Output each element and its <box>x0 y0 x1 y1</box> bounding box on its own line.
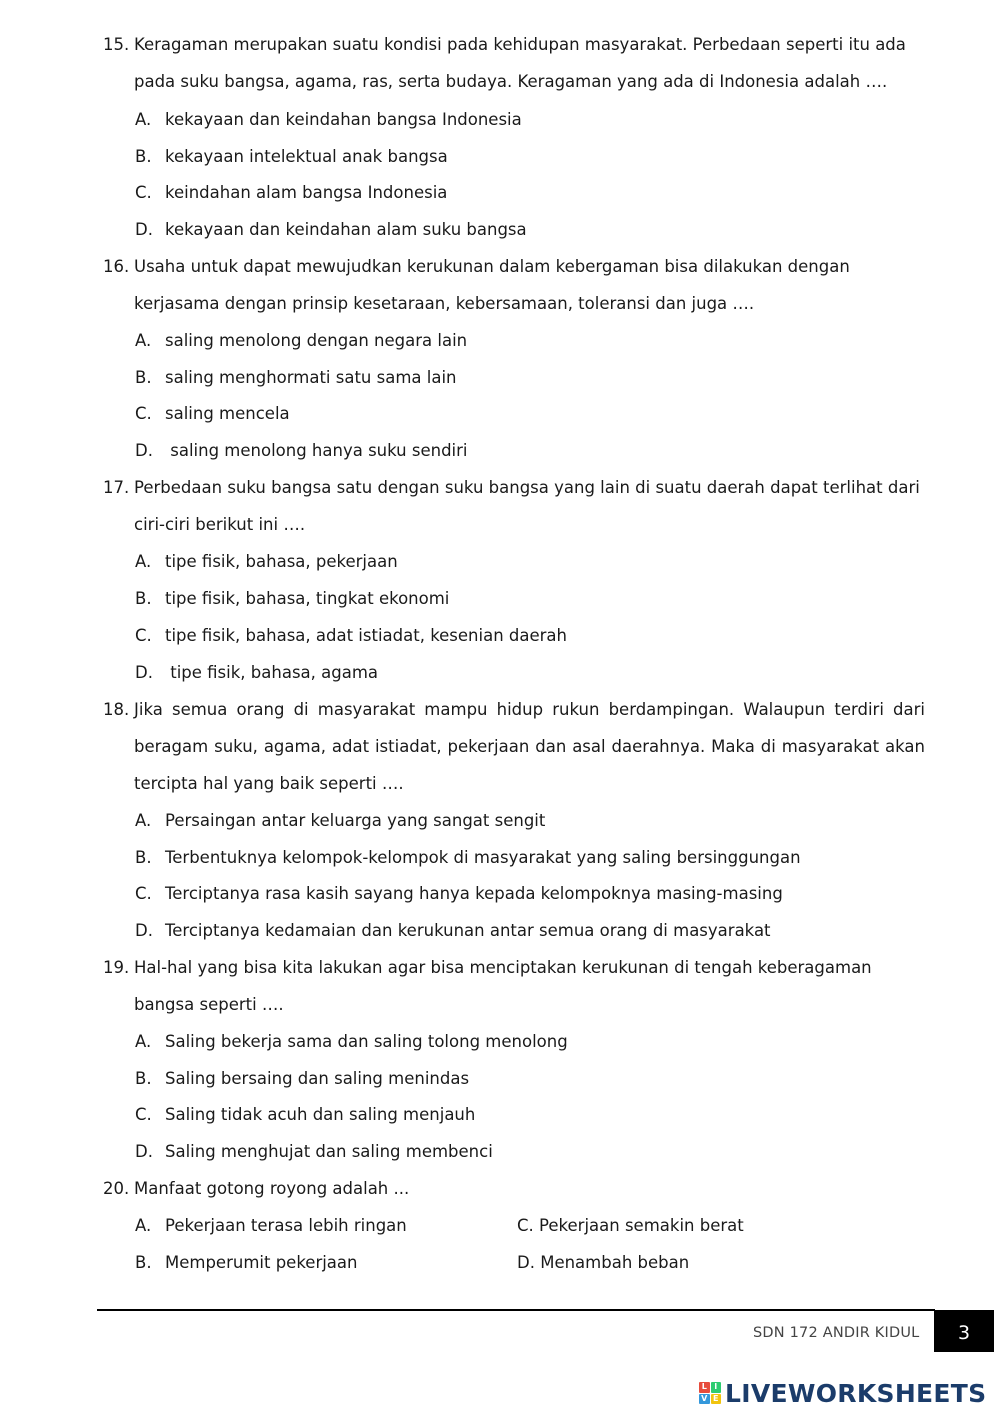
option-text: Pekerjaan semakin berat <box>539 1216 744 1235</box>
school-name: SDN 172 ANDIR KIDUL <box>753 1325 920 1341</box>
option-text: Menambah beban <box>540 1253 690 1272</box>
option-text: Persaingan antar keluarga yang sangat sengit <box>165 811 546 830</box>
option-letter: A. <box>135 1216 152 1235</box>
logo-letter: E <box>711 1394 722 1405</box>
option-text: Terciptanya rasa kasih sayang hanya kepada kelompoknya masing-masing <box>165 884 783 903</box>
option-20-a[interactable] <box>135 1207 407 1244</box>
question-number: 17. <box>103 478 130 497</box>
option-letter: D. <box>517 1253 535 1272</box>
logo-letter: I <box>711 1382 722 1393</box>
option-text: Saling bersaing dan saling menindas <box>165 1069 470 1088</box>
option-letter: C. <box>517 1216 534 1235</box>
option-text: keindahan alam bangsa Indonesia <box>165 183 448 202</box>
question-text: Perbedaan suku bangsa satu dengan suku bangsa yang lain di suatu daerah dapat terlihat dari ciri-ciri berikut ini …. <box>134 478 920 534</box>
option-18-a[interactable] <box>135 802 545 839</box>
option-text: Saling menghujat dan saling membenci <box>165 1142 493 1161</box>
option-16-d[interactable] <box>135 432 468 469</box>
option-16-c[interactable] <box>135 395 290 432</box>
question-19 <box>103 949 925 1023</box>
liveworksheets-text: LIVEWORKSHEETS <box>725 1378 987 1408</box>
option-letter: D. <box>135 441 153 460</box>
logo-letter: L <box>699 1382 710 1393</box>
option-15-d[interactable] <box>135 211 527 248</box>
option-letter: B. <box>135 848 152 867</box>
question-number: 16. <box>103 257 130 276</box>
option-15-a[interactable] <box>135 101 522 138</box>
option-15-c[interactable] <box>135 174 447 211</box>
question-text: Hal-hal yang bisa kita lakukan agar bisa menciptakan kerukunan di tengah keberagaman bangsa seperti …. <box>134 958 872 1014</box>
option-letter: C. <box>135 404 152 423</box>
option-text: saling mencela <box>165 404 290 423</box>
question-text: Keragaman merupakan suatu kondisi pada kehidupan masyarakat. Perbedaan seperti itu ada pada suku bangsa, agama, ras, serta budaya. Keragaman yang ada di Indonesia adalah …. <box>134 35 906 91</box>
option-letter: C. <box>135 183 152 202</box>
option-letter: A. <box>135 811 152 830</box>
option-17-a[interactable] <box>135 543 398 580</box>
option-text: Saling bekerja sama dan saling tolong menolong <box>165 1032 568 1051</box>
option-text: Pekerjaan terasa lebih ringan <box>165 1216 407 1235</box>
option-text: Terciptanya kedamaian dan kerukunan antar semua orang di masyarakat <box>165 921 771 940</box>
option-text: kekayaan dan keindahan bangsa Indonesia <box>165 110 522 129</box>
question-15 <box>103 26 925 100</box>
question-number: 18. <box>103 700 130 719</box>
option-letter: B. <box>135 1253 152 1272</box>
option-18-c[interactable] <box>135 875 783 912</box>
option-text: tipe fisik, bahasa, pekerjaan <box>165 552 398 571</box>
option-letter: D. <box>135 220 153 239</box>
question-number: 19. <box>103 958 130 977</box>
option-20-c[interactable] <box>517 1207 744 1244</box>
option-text: saling menolong hanya suku sendiri <box>165 441 468 460</box>
option-letter: C. <box>135 884 152 903</box>
option-18-d[interactable] <box>135 912 771 949</box>
liveworksheets-logo <box>699 1380 986 1406</box>
option-letter: C. <box>135 1105 152 1124</box>
option-19-b[interactable] <box>135 1060 469 1097</box>
logo-letter: V <box>699 1394 710 1405</box>
option-letter: C. <box>135 626 152 645</box>
option-19-d[interactable] <box>135 1133 493 1170</box>
option-letter: D. <box>135 1142 153 1161</box>
option-17-c[interactable] <box>135 617 567 654</box>
option-17-d[interactable] <box>135 654 378 691</box>
question-17 <box>103 469 925 543</box>
question-18 <box>103 691 925 802</box>
question-text: Usaha untuk dapat mewujudkan kerukunan dalam kebergaman bisa dilakukan dengan kerjasama dengan prinsip kesetaraan, kebersamaan, toleransi dan juga …. <box>134 257 850 313</box>
option-letter: B. <box>135 368 152 387</box>
option-16-b[interactable] <box>135 359 457 396</box>
option-19-a[interactable] <box>135 1023 568 1060</box>
question-text: Jika semua orang di masyarakat mampu hidup rukun berdampingan. Walaupun terdiri dari beragam suku, agama, adat istiadat, pekerjaan dan asal daerahnya. Maka di masyarakat akan tercipta hal yang baik seperti …. <box>134 700 925 793</box>
option-text: saling menolong dengan negara lain <box>165 331 468 350</box>
page-number: 3 <box>934 1310 994 1352</box>
option-text: kekayaan dan keindahan alam suku bangsa <box>165 220 527 239</box>
question-number: 20. <box>103 1179 130 1198</box>
option-text: Terbentuknya kelompok-kelompok di masyarakat yang saling bersinggungan <box>165 848 801 867</box>
option-text: tipe fisik, bahasa, agama <box>165 663 379 682</box>
option-text: Memperumit pekerjaan <box>165 1253 358 1272</box>
question-text: Manfaat gotong royong adalah ... <box>134 1179 410 1198</box>
option-letter: A. <box>135 110 152 129</box>
option-letter: D. <box>135 663 153 682</box>
option-20-b[interactable] <box>135 1244 358 1281</box>
option-letter: A. <box>135 331 152 350</box>
option-17-b[interactable] <box>135 580 449 617</box>
option-text: kekayaan intelektual anak bangsa <box>165 147 448 166</box>
option-19-c[interactable] <box>135 1096 475 1133</box>
option-letter: A. <box>135 1032 152 1051</box>
option-15-b[interactable] <box>135 138 448 175</box>
option-text: Saling tidak acuh dan saling menjauh <box>165 1105 476 1124</box>
option-letter: B. <box>135 1069 152 1088</box>
option-letter: D. <box>135 921 153 940</box>
footer-divider <box>97 1309 935 1311</box>
option-letter: B. <box>135 589 152 608</box>
option-20-d[interactable] <box>517 1244 689 1281</box>
option-letter: B. <box>135 147 152 166</box>
option-letter: A. <box>135 552 152 571</box>
option-16-a[interactable] <box>135 322 467 359</box>
question-20 <box>103 1170 925 1207</box>
option-text: tipe fisik, bahasa, tingkat ekonomi <box>165 589 450 608</box>
option-18-b[interactable] <box>135 839 801 876</box>
question-number: 15. <box>103 35 130 54</box>
liveworksheets-icon <box>699 1382 721 1404</box>
option-text: tipe fisik, bahasa, adat istiadat, kesenian daerah <box>165 626 568 645</box>
option-text: saling menghormati satu sama lain <box>165 368 457 387</box>
question-16 <box>103 248 925 322</box>
